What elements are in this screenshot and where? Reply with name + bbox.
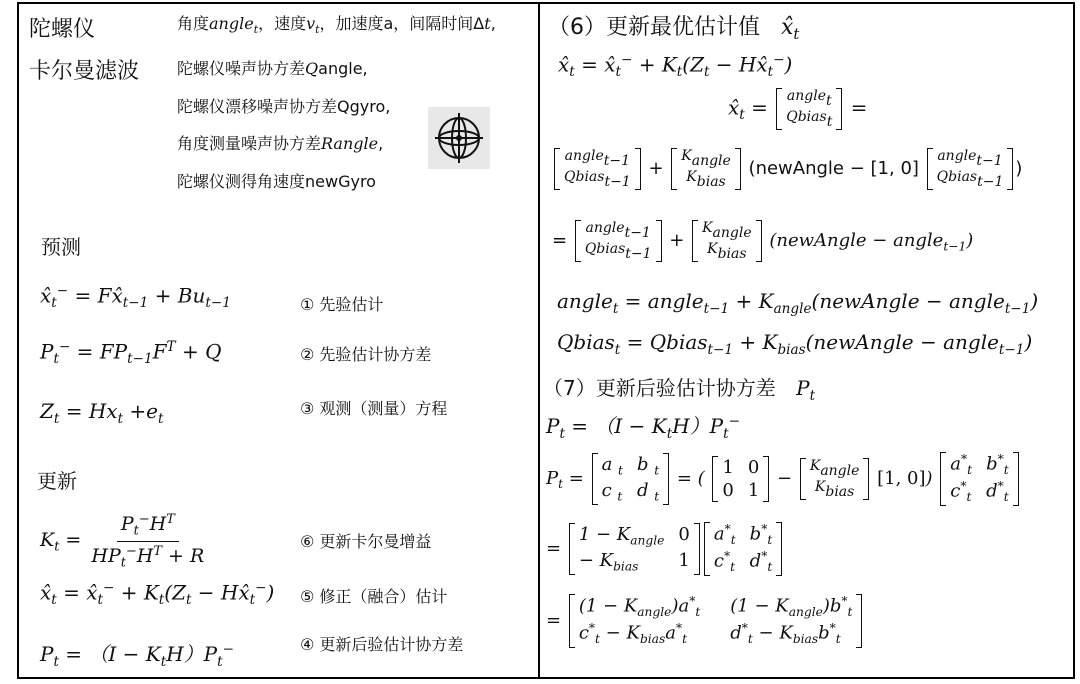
step-1-label: ① 先验估计 — [300, 295, 384, 314]
heading-6-text: （6）更新最优估计值 — [548, 15, 760, 40]
vars-line-4-comma: , — [378, 134, 384, 153]
heading-7-text: （7）更新后验估计协方差 — [543, 376, 776, 400]
step-2-label: ② 先验估计协方差 — [300, 345, 432, 364]
eq-prior-estimate: $x̂_t^-$ = $Fx̂_{t-1} + Bu_{t-1}$ — [40, 283, 231, 312]
vars-line-4-part-a: 角度测量噪声协方差 — [177, 134, 322, 153]
step-6-label: ⑥ 更新卡尔曼增益 — [300, 532, 432, 551]
eq-r-expand-1: anglet−1 Qbiast−1 + Kangle Kbias (newAngle − [1, 0] anglet−1 Qbiast−1 ) — [552, 148, 1022, 190]
eq-r-state-vector: $x̂_t$ = anglet Qbiast = — [728, 88, 868, 130]
eq-r-expand-2: = anglet−1 Qbiast−1 + Kangle Kbias (newAngle − angle$_{t-1}$) — [552, 220, 974, 262]
step-5-label: ⑤ 修正（融合）估计 — [300, 587, 448, 606]
vars-line-1-part-e: ，加速度a，间隔时间Δ — [319, 14, 485, 33]
vars-line-2 — [177, 56, 368, 79]
eq-r-update: $x̂_t$ = $x̂_t^- + K_t(Z_t$ − $Hx̂_t^-$) — [558, 52, 793, 81]
vars-line-1-part-a: 角度 — [177, 14, 210, 33]
vars-line-1-part-c: ，速度 — [258, 14, 307, 33]
eq-r-angle: angle$_t$ = angle$_{t-1}$ + $K_{angle}(newAngle$ − angle$_{t-1}$) — [557, 289, 1039, 317]
step-3-label: ③ 观测（测量）方程 — [300, 399, 448, 418]
vars-line-1: 角度angle$_t$，速度$v_t$，加速度a，间隔时间Δt, — [177, 14, 496, 36]
vars-line-2-q: Q — [305, 59, 319, 78]
eq-observation: $Z_t = Hx_t +e_t$ — [40, 399, 164, 427]
eq-r-matrix-3: = $(1 - K_{angle})a^*_t$ $(1 - K_{angle})b^*_t$ $c^*_t - K_{bias}a^*_t$ $d^*_t - K_{bias}b^*_t$ — [546, 594, 864, 648]
vars-line-4-r: Rangle — [321, 134, 379, 153]
heading-7 — [543, 372, 815, 404]
vars-line-2-part-c: angle, — [318, 59, 368, 78]
eq-prior-cov: $P_t^- = FP_{t-1}F^T + Q$ — [40, 339, 222, 368]
title-kalman: 卡尔曼滤波 — [29, 59, 140, 84]
heading-6 — [548, 10, 799, 43]
vars-line-1-angle: angle — [209, 14, 254, 33]
heading-6-symbol: $x̂_t$ — [781, 15, 800, 44]
vars-line-1-sub: t — [253, 22, 259, 36]
new-angle-text: (newAngle − [1, 0] — [748, 157, 919, 179]
eq-kalman-gain: $K_t$ = $\frac{P_t^-H^T}{HP_t^-H^T + R}$ — [40, 512, 205, 571]
heading-7-symbol: $P_t$ — [796, 376, 816, 404]
step-4-label: ④ 更新后验估计协方差 — [300, 635, 464, 654]
eq-r-matrix-1: $P_t$ = a $_t$ b $_t$ c $_t$ d $_t$ = ( 1 0 0 1 − Kangle Kbias [1, 0]) $a^*_t$ $b^*_t$ $c^*_t$ $d^*_t$ — [546, 452, 1021, 506]
section-update: 更新 — [37, 469, 77, 493]
eq-r-posterior: $P_t = (I - K_tH)P_t^-$ — [546, 413, 740, 442]
column-divider — [538, 2, 540, 679]
vars-line-3: 陀螺仪漂移噪声协方差Qgyro, — [177, 97, 391, 116]
section-predict: 预测 — [41, 235, 81, 259]
vars-line-2-part-a: 陀螺仪噪声协方差 — [177, 59, 306, 78]
gyroscope-icon — [428, 107, 490, 169]
eq-posterior-cov: $P_t = (I - K_tH)P_t^-$ — [40, 641, 234, 670]
vars-line-5: 陀螺仪测得角速度newGyro — [177, 172, 376, 191]
vars-line-4 — [177, 131, 383, 154]
eq-r-qbias: Qbias$_t$ = Qbias$_{t-1}$ + $K_{bias}(newAngle$ − angle$_{t-1}$) — [557, 330, 1033, 358]
eq-correct-estimate: $x̂_t$ = $x̂_t^- + K_t(Z_t$ − $Hx̂_t^-$) — [40, 580, 275, 609]
vars-line-1-sub2: t — [315, 22, 320, 36]
vars-line-1-t: t — [484, 14, 491, 33]
title-gyro: 陀螺仪 — [29, 17, 96, 42]
vars-line-1-v: v — [306, 14, 316, 33]
eq-r-matrix-2: = $1 - K_{angle}$ 0 − $K_{bias}$ 1 $a^*_t$ $b^*_t$ $c^*_t$ $d^*_t$ — [546, 522, 784, 576]
row-vector: [1, 0] — [877, 467, 926, 489]
